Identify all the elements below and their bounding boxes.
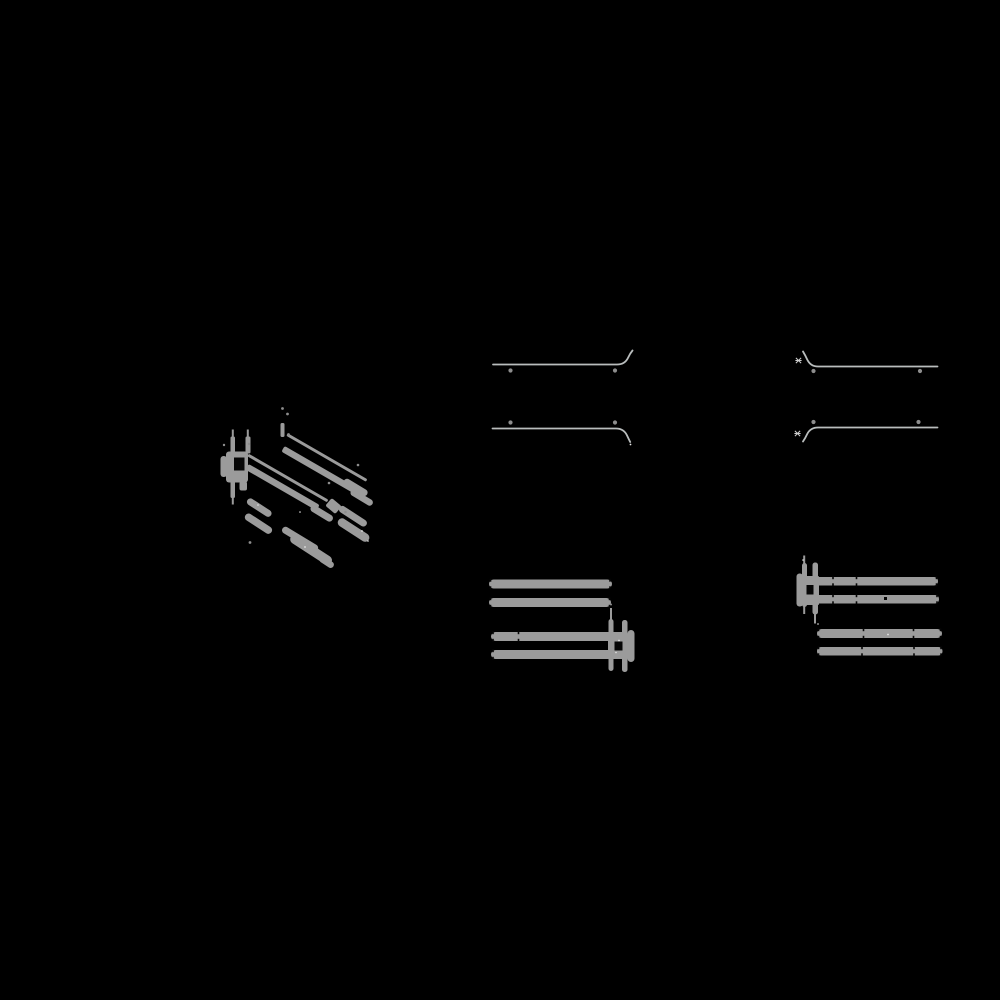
- segment-notch: [861, 653, 863, 656]
- screw-dot: [357, 464, 360, 467]
- screw-dot: [223, 444, 225, 446]
- screw-dot: [248, 443, 250, 445]
- wire-profiles-right-wire: [803, 428, 938, 442]
- wire-profiles-center: [493, 351, 633, 446]
- screw-dot: [508, 368, 512, 372]
- caliper-side-right-part: [884, 597, 887, 600]
- noise-speck: [802, 559, 804, 561]
- segment-notch: [609, 579, 611, 582]
- tilted-caliper-mask: [221, 407, 375, 569]
- caliper-side-right: [797, 556, 943, 657]
- noise-speck: [304, 546, 306, 548]
- segment-notch: [832, 601, 834, 604]
- segment-notch: [856, 576, 858, 579]
- noise-speck: [618, 640, 620, 642]
- wire-profiles-center-wire: [493, 351, 633, 365]
- segment-notch: [818, 628, 820, 631]
- segment-notch: [940, 628, 942, 631]
- screw-dot: [610, 604, 612, 606]
- segment-notch: [913, 653, 915, 656]
- segment-notch: [856, 594, 858, 597]
- segment-notch: [863, 636, 865, 639]
- screw-dot: [817, 623, 819, 625]
- screw-dot: [918, 369, 922, 373]
- wire-profiles-center-wire: [493, 429, 631, 443]
- caliper-side-center-part: [610, 608, 612, 621]
- tilted-caliper-mask-part: [247, 454, 328, 503]
- screw-dot: [328, 482, 331, 485]
- screw-dot: [281, 407, 284, 410]
- segment-notch: [913, 628, 915, 631]
- segment-notch: [861, 646, 863, 649]
- screw-dot: [508, 420, 512, 424]
- segment-notch: [609, 586, 611, 589]
- segment-notch: [940, 653, 942, 656]
- screw-dot: [613, 368, 617, 372]
- tilted-caliper-mask-part: [281, 423, 285, 437]
- screw-dot: [287, 433, 290, 436]
- segment-notch: [856, 601, 858, 604]
- segment-notch: [609, 605, 611, 608]
- caliper-side-center-part: [489, 598, 611, 607]
- caliper-side-center-part: [609, 619, 614, 671]
- segment-notch: [818, 646, 820, 649]
- segment-notch: [863, 628, 865, 631]
- caliper-side-center-part: [615, 642, 623, 651]
- segment-notch: [856, 583, 858, 586]
- noise-speck: [887, 634, 889, 636]
- segment-notch: [490, 605, 492, 608]
- caliper-side-center-part: [622, 620, 628, 672]
- screw-dot: [344, 511, 347, 514]
- caliper-side-right-part: [814, 614, 816, 624]
- segment-notch: [936, 601, 938, 604]
- segment-notch: [492, 649, 494, 652]
- noise-speck: [615, 652, 617, 654]
- caliper-side-center-part: [628, 630, 635, 662]
- caliper-side-right-part: [806, 595, 939, 604]
- tilted-caliper-mask-part: [231, 481, 236, 498]
- segment-notch: [818, 653, 820, 656]
- tilted-caliper-mask-part: [247, 430, 249, 438]
- tilted-caliper-mask-part: [234, 458, 245, 471]
- tilted-caliper-mask-part: [232, 430, 234, 438]
- segment-notch: [913, 636, 915, 639]
- caliper-side-center: [489, 579, 635, 672]
- screw-dot: [286, 413, 289, 416]
- noise-speck: [257, 504, 259, 506]
- screw-dot: [613, 420, 617, 424]
- caliper-side-center-part: [491, 632, 628, 641]
- noise-speck: [630, 444, 632, 446]
- tilted-caliper-mask-part: [240, 482, 248, 491]
- tilted-caliper-mask-part: [232, 497, 234, 505]
- noise-speck: [299, 511, 301, 513]
- segment-notch: [940, 646, 942, 649]
- segment-notch: [832, 594, 834, 597]
- tilted-caliper-mask-part: [231, 437, 236, 454]
- segment-notch: [492, 639, 494, 642]
- segment-notch: [818, 636, 820, 639]
- screw-dot: [811, 420, 815, 424]
- segment-notch: [913, 646, 915, 649]
- caliper-side-right-part: [803, 605, 805, 614]
- segment-notch: [609, 597, 611, 600]
- noise-speck: [361, 530, 363, 532]
- caliper-side-right-part: [806, 577, 938, 586]
- screw-dot: [916, 420, 920, 424]
- segment-notch: [492, 657, 494, 660]
- segment-notch: [940, 636, 942, 639]
- caliper-side-right-part: [817, 629, 942, 638]
- tilted-caliper-mask-part: [246, 437, 251, 454]
- wire-profiles-right: [794, 352, 937, 442]
- segment-notch: [832, 583, 834, 586]
- caliper-side-right-part: [817, 647, 943, 656]
- segment-notch: [490, 586, 492, 589]
- segment-notch: [518, 631, 520, 634]
- screw-dot: [811, 369, 815, 373]
- wire-profiles-right-wire: [803, 352, 938, 367]
- noise-speck: [367, 540, 369, 542]
- segment-notch: [832, 576, 834, 579]
- segment-notch: [518, 639, 520, 642]
- segment-notch: [936, 594, 938, 597]
- caliper-side-right-part: [807, 585, 814, 595]
- segment-notch: [490, 579, 492, 582]
- caliper-side-center-part: [489, 580, 612, 589]
- screw-dot: [249, 541, 252, 544]
- segment-notch: [936, 583, 938, 586]
- segment-notch: [936, 576, 938, 579]
- segment-notch: [492, 631, 494, 634]
- segment-notch: [490, 597, 492, 600]
